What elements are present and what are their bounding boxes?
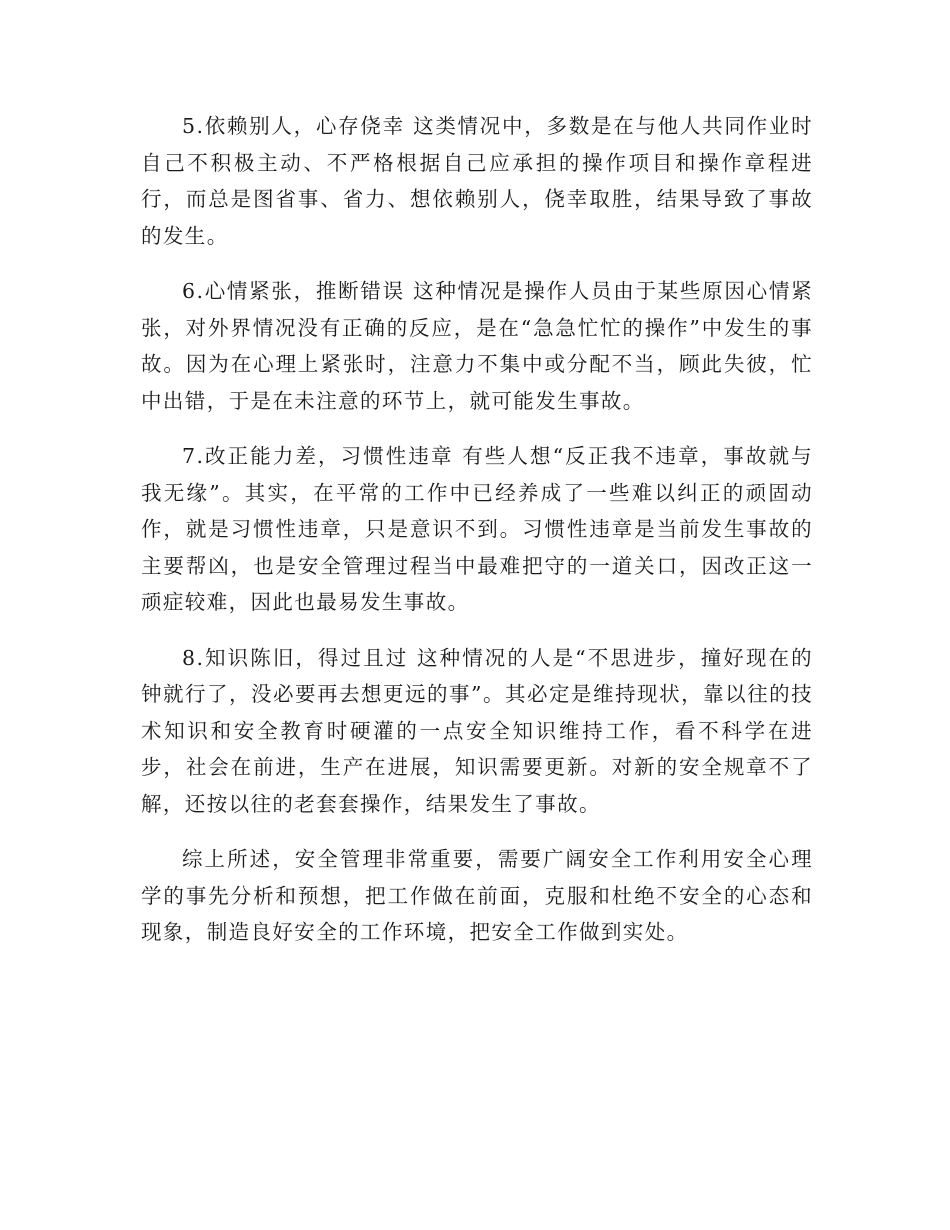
paragraph-5-reliance: 5.依赖别人，心存侥幸 这类情况中，多数是在与他人共同作业时自己不积极主动、不严格根据自己应承担的操作项目和操作章程进行，而总是图省事、省力、想依赖别人，侥幸取胜，结果导致了事故的发生。 [141, 114, 813, 248]
document-body [141, 108, 813, 970]
paragraph-summary: 综上所述，安全管理非常重要，需要广阔安全工作利用安全心理学的事先分析和预想，把工作做在前面，克服和杜绝不安全的心态和现象，制造良好安全的工作环境，把安全工作做到实处。 [141, 847, 813, 944]
paragraph-7-habitual-violation: 7.改正能力差，习惯性违章 有些人想“反正我不违章，事故就与我无缘”。其实，在平常的工作中已经养成了一些难以纠正的顽固动作，就是习惯性违章，只是意识不到。习惯性违章是当前发生事故的主要帮凶，也是安全管理过程当中最难把守的一道关口，因改正这一顽症较难，因此也最易发生事故。 [141, 444, 813, 614]
paragraph-6-tension: 6.心情紧张，推断错误 这种情况是操作人员由于某些原因心情紧张，对外界情况没有正确的反应，是在“急急忙忙的操作”中发生的事故。因为在心理上紧张时，注意力不集中或分配不当，顾此失彼，忙中出错，于是在未注意的环节上，就可能发生事故。 [141, 279, 813, 413]
paragraph-8-outdated-knowledge: 8.知识陈旧，得过且过 这种情况的人是“不思进步，撞好现在的钟就行了，没必要再去想更远的事”。其必定是维持现状，靠以往的技术知识和安全教育时硬灌的一点安全知识维持工作，看不科学在进步，社会在前进，生产在进展，知识需要更新。对新的安全规章不了解，还按以往的老套套操作，结果发生了事故。 [141, 645, 813, 816]
